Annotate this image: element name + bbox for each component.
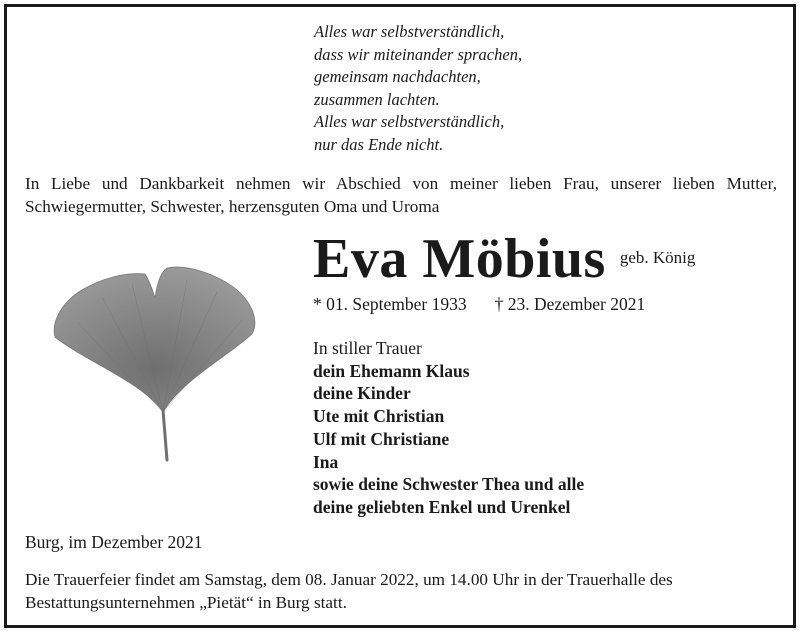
mourner-line: Ina <box>313 451 339 472</box>
mourner-line: Ute mit Christian <box>313 406 445 427</box>
mourners-heading: In stiller Trauer <box>313 338 422 358</box>
intro-text: In Liebe und Dankbarkeit nehmen wir Abschied von meiner lieben Frau, unserer lieben Mutter, Schwiegermutter, Schwester, herzensguten Oma und Uroma <box>25 174 777 216</box>
mourner-line: sowie deine Schwester Thea und alle <box>313 474 585 495</box>
poem-line: zusammen lachten. <box>314 89 440 109</box>
birth-date: * 01. September 1933 <box>313 294 467 314</box>
obituary-frame <box>4 4 796 628</box>
deceased-name-row <box>313 229 695 289</box>
birth-name: geb. König <box>619 248 696 267</box>
ginkgo-leaf-icon <box>47 262 262 467</box>
mourners-block <box>313 337 584 519</box>
poem-line: Alles war selbstverständlich, <box>314 22 505 41</box>
poem-line: nur das Ende nicht. <box>314 134 444 154</box>
life-dates <box>313 294 645 315</box>
mourner-line: dein Ehemann Klaus <box>313 360 470 381</box>
poem-line: Alles war selbstverständlich, <box>314 112 505 131</box>
poem-line: dass wir miteinander sprachen, <box>314 44 523 64</box>
mourner-line: Ulf mit Christiane <box>313 428 450 449</box>
mourner-line: deine Kinder <box>313 383 411 404</box>
mourner-line: deine geliebten Enkel und Urenkel <box>313 496 571 517</box>
deceased-name: Eva Möbius <box>313 228 606 290</box>
funeral-notice: Die Trauerfeier findet am Samstag, dem 08. Januar 2022, um 14.00 Uhr in der Trauerhalle des Bestattungsunternehmen „Pietät“ in Burg statt. <box>25 570 673 612</box>
poem-line: gemeinsam nachdachten, <box>314 67 481 86</box>
place-date: Burg, im Dezember 2021 <box>25 532 203 552</box>
death-date: † 23. Dezember 2021 <box>494 294 646 314</box>
poem <box>314 21 522 156</box>
